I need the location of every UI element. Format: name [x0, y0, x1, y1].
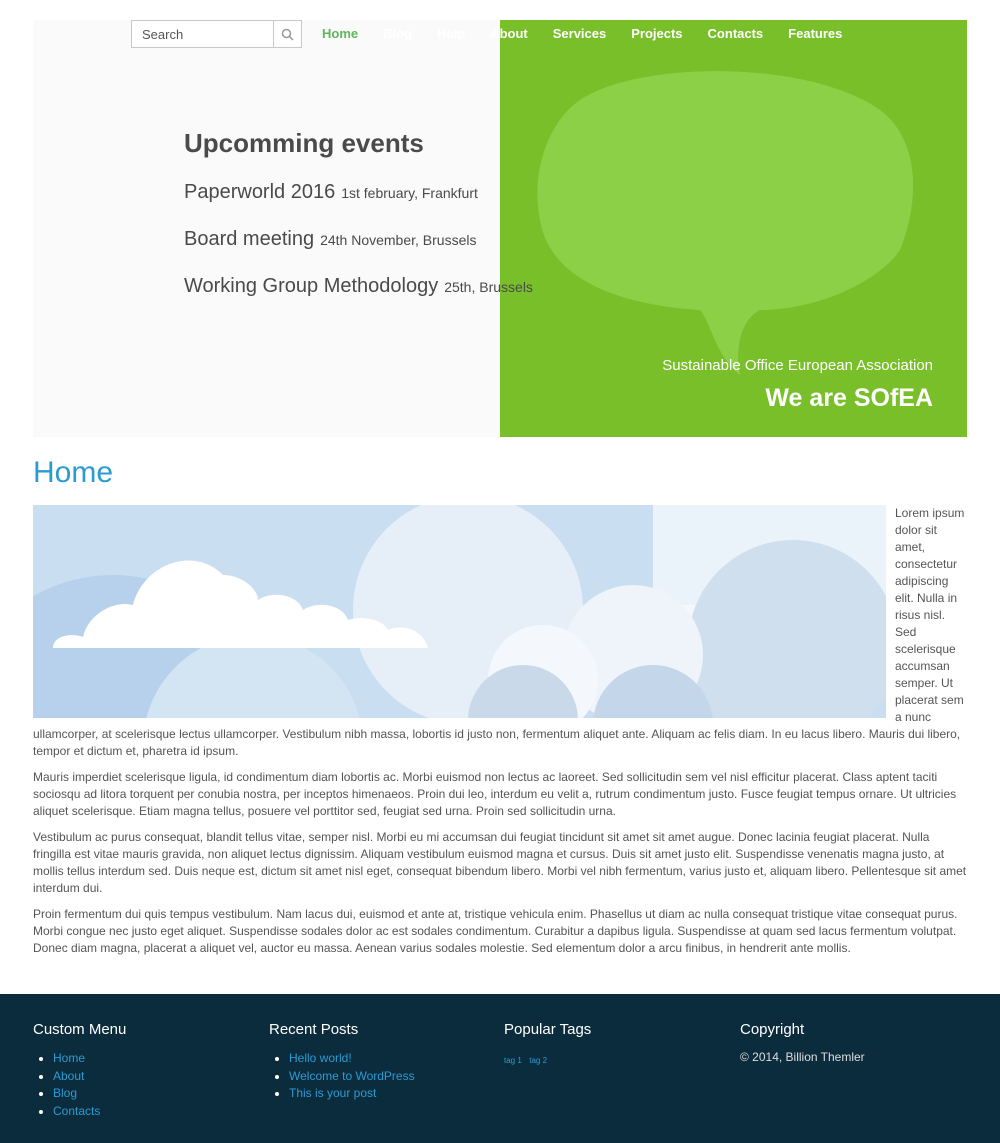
paragraph: Lorem ipsum dolor sit amet, consectetur adipiscing elit. Nulla in risus nisl. Sed scelerisque accumsan semper. Ut placerat sem a nunc ullamcorper, at scelerisque lectus ullamcorper. Vestibulum nibh massa, lobortis id justo non, fermentum aliquet ante. Aliquam ac felis diam. In eu lacus libero. Mauris dui libero, tempor et dictum et, pharetra id ipsum. — [33, 506, 965, 758]
event-item — [184, 275, 533, 298]
nav-contacts[interactable]: Contacts — [707, 26, 764, 41]
speech-bubble-icon — [500, 20, 967, 437]
post-link[interactable]: This is your post — [289, 1086, 377, 1100]
paragraph: Mauris imperdiet scelerisque ligula, id condimentum diam lobortis ac. Morbi euismod non lectus ac laoreet. Sed sollicitudin sem vel nisl efficitur placerat. Class aptent taciti sociosqu ad litora torquent per conubia nostra, per inceptos himenaeos. Proin dui leo, interdum eu velit a, rutrum condimentum justo. Fusce feugiat tempus ornare. Ut ultricies aliquet scelerisque. Etiam magna tellus, posuere vel porttitor sed, feugiat sed urna. Proin sed sollicitudin urna. — [33, 770, 957, 818]
footer-copyright — [740, 1021, 865, 1064]
footer-heading: Popular Tags — [504, 1021, 592, 1038]
footer-custom-menu — [33, 1021, 126, 1120]
event-name: Paperworld 2016 — [184, 181, 336, 203]
events-title: Upcomming events — [184, 128, 424, 158]
page-title: Home — [33, 456, 114, 489]
hero-slogan: We are SOfEA — [765, 384, 933, 412]
tag-link[interactable]: tag 2 — [529, 1056, 548, 1065]
footer-heading: Custom Menu — [33, 1021, 127, 1038]
footer-link-home[interactable]: Home — [53, 1051, 86, 1065]
event-item — [184, 181, 533, 204]
footer-recent-posts — [269, 1021, 415, 1103]
hero-green-panel — [500, 20, 967, 437]
event-item — [184, 228, 533, 251]
nav-features[interactable]: Features — [788, 26, 843, 41]
article-content — [33, 505, 967, 966]
footer-heading: Copyright — [740, 1021, 805, 1038]
nav-about[interactable]: About — [490, 26, 528, 41]
post-link[interactable]: Hello world! — [289, 1051, 352, 1065]
sky-clouds-image — [33, 505, 886, 718]
paragraph: Proin fermentum dui quis tempus vestibulum. Nam lacus dui, euismod et ante at, tristique vehicula enim. Phasellus ut diam ac nulla consequat tristique vitae consequat purus. Morbi congue nec justo eget aliquet. Suspendisse sodales dolor ac est sodales condimentum. Curabitur a dapibus ligula. Suspendisse at quam sed lacus fermentum volutpat. Donec diam magna, placerat a aliquet vel, auctor eu massa. Aenean varius sodales molestie. Sed elementum dolor a arcu finibus, in hendrerit ante mollis. — [33, 907, 958, 955]
footer-link-blog[interactable]: Blog — [53, 1086, 78, 1100]
footer-heading: Recent Posts — [269, 1021, 359, 1038]
nav-blog[interactable]: Blog — [383, 26, 413, 41]
search-button[interactable] — [273, 21, 301, 47]
paragraph: Vestibulum ac purus consequat, blandit tellus vitae, semper nisl. Morbi eu mi accumsan dui feugiat tincidunt sit amet sit amet augue. Donec lacinia feugiat placerat. Nulla fringilla est vitae mauris gravida, non aliquet lectus dignissim. Aliquam vestibulum euismod magna et cursus. Duis sit amet justo elit. Suspendisse venenatis magna justo, at mollis tellus interdum sed. Duis neque est, dictum sit amet nisl eget, consequat bibendum libero. Morbi vel nibh fermentum, varius justo et, aliquam libero. Pellentesque sit amet interdum dui. — [33, 830, 967, 895]
search-icon — [281, 28, 294, 41]
footer-link-contacts[interactable]: Contacts — [53, 1103, 101, 1118]
tag-link[interactable]: tag 1 — [504, 1056, 522, 1065]
event-detail: 1st february, Frankfurt — [341, 185, 478, 201]
hero-banner — [33, 20, 967, 437]
nav-services[interactable]: Services — [552, 26, 607, 41]
main-nav — [322, 26, 867, 41]
event-name: Board meeting — [184, 228, 315, 250]
event-name: Working Group Methodology — [184, 275, 439, 297]
search-box — [131, 20, 302, 48]
footer — [0, 994, 1000, 1143]
footer-link-about[interactable]: About — [53, 1068, 85, 1083]
post-link[interactable]: Welcome to WordPress — [289, 1068, 415, 1083]
hero-tagline: Sustainable Office European Association — [662, 357, 933, 374]
search-input[interactable] — [132, 21, 273, 47]
upcoming-events — [184, 128, 533, 322]
footer-popular-tags — [504, 1021, 591, 1068]
copyright-text: © 2014, Billion Themler — [740, 1050, 865, 1064]
nav-help[interactable]: Help — [437, 26, 466, 41]
nav-projects[interactable]: Projects — [631, 26, 683, 41]
event-detail: 25th, Brussels — [444, 279, 533, 295]
event-detail: 24th November, Brussels — [320, 232, 477, 248]
nav-home[interactable]: Home — [322, 26, 359, 41]
